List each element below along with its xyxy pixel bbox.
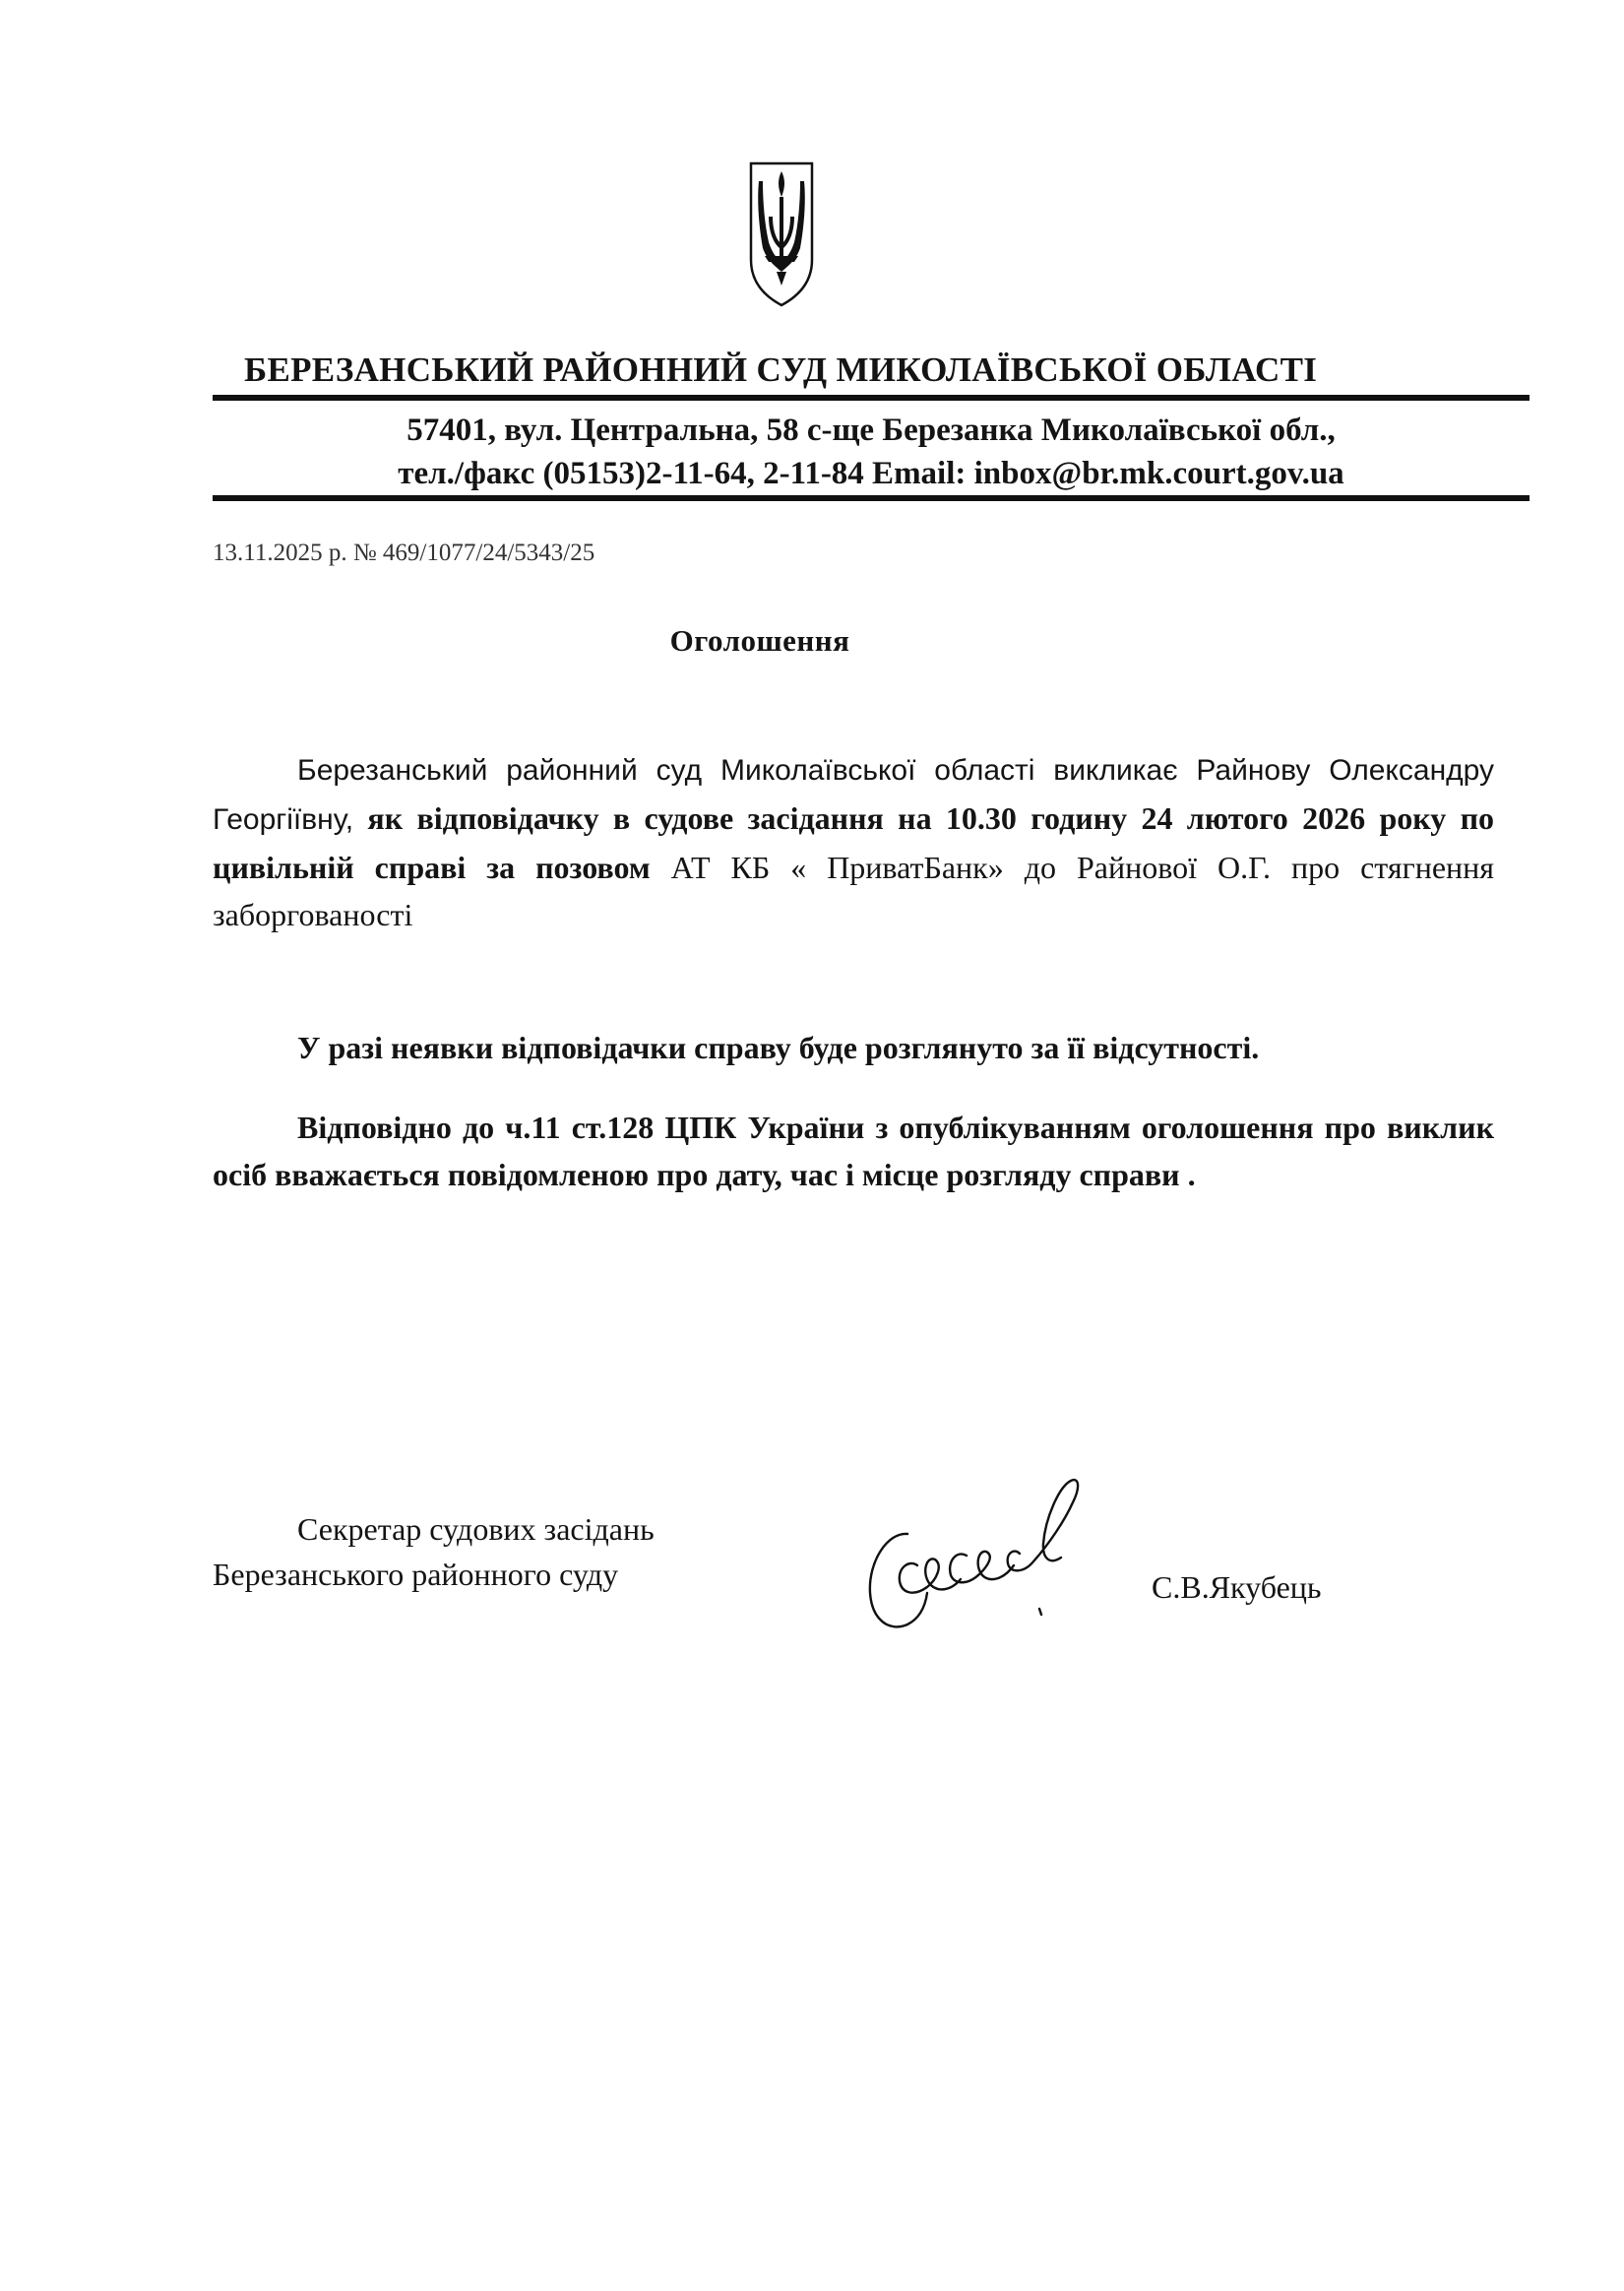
legal-basis-text: Відповідно до ч.11 ст.128 ЦПК України з опублікуванням оголошення про виклик осіб вважається повідомленою про дату, час і місце розгляду справи . <box>213 1110 1494 1192</box>
position-line: Секретар судових засідань <box>297 1511 655 1547</box>
signatory-position <box>213 1506 655 1597</box>
header-divider-bottom <box>213 495 1530 501</box>
header-divider-top <box>213 395 1530 401</box>
contact-line: тел./факс (05153)2-11-64, 2-11-84 Email: inbox@br.mk.court.gov.ua <box>398 456 1344 491</box>
court-name: БЕРЕЗАНСЬКИЙ РАЙОННИЙ СУД МИКОЛАЇВСЬКОЇ ОБЛАСТІ <box>244 350 1318 389</box>
court-line: Березанського районного суду <box>213 1557 619 1592</box>
handwritten-signature-icon <box>856 1463 1152 1650</box>
address-line: 57401, вул. Центральна, 58 с-ще Березанка Миколаївської обл., <box>406 413 1336 448</box>
summons-text-claim: АТ КБ « ПриватБанк» до Райнової О.Г. про стягнення заборгованості <box>213 850 1495 932</box>
court-address <box>213 409 1530 495</box>
absence-text: У разі неявки відповідачки справу буде розглянуто за її відсутності. <box>297 1030 1260 1065</box>
notice-paragraph-summons <box>213 745 1494 938</box>
document-title: Оголошення <box>669 623 850 658</box>
document-reference: 13.11.2025 р. № 469/1077/24/5343/25 <box>213 540 595 566</box>
summons-text-regular: Березанський районний суд Миколаївської області викликає Райнову Олександру Георгіївну, <box>213 754 1494 836</box>
signatory-name: С.В.Якубець <box>1152 1569 1322 1605</box>
trident-emblem-icon <box>747 158 816 307</box>
notice-paragraph-absence <box>213 1024 1494 1071</box>
notice-paragraph-legal-basis <box>213 1104 1494 1198</box>
summons-text-bold: як відповідачку в судове засідання на 10.30 годину 24 лютого 2026 року по цивільній справі за позовом <box>213 800 1494 885</box>
